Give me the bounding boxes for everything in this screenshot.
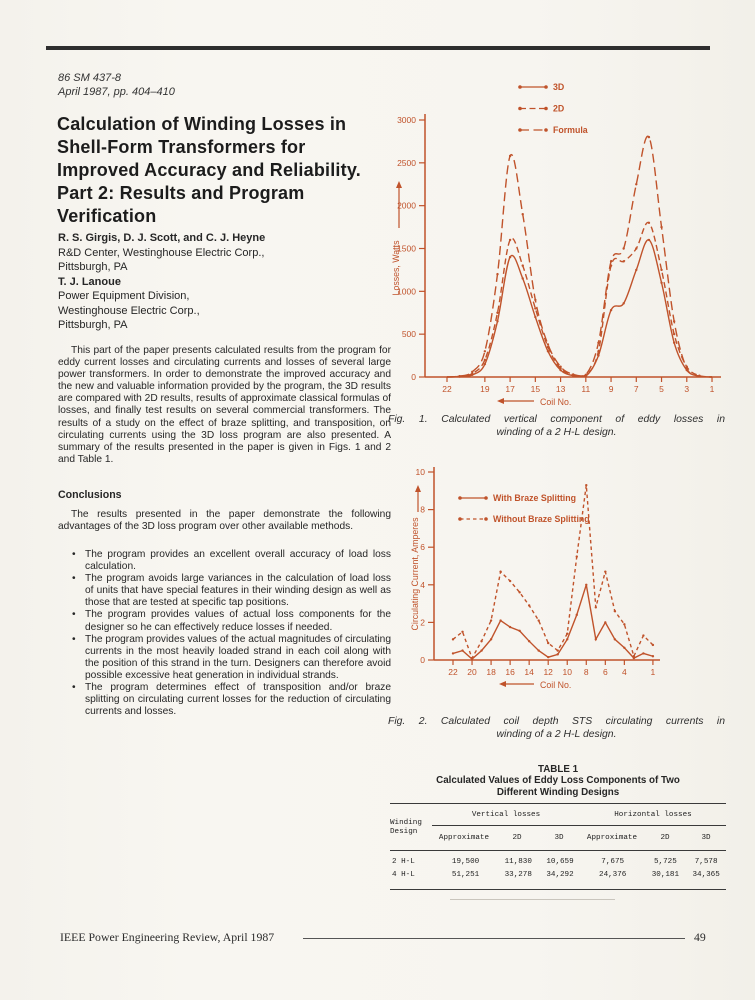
svg-text:6: 6 bbox=[602, 667, 608, 677]
svg-text:2000: 2000 bbox=[397, 200, 416, 211]
svg-text:4: 4 bbox=[621, 667, 627, 677]
svg-text:7: 7 bbox=[633, 384, 639, 394]
table-header bbox=[390, 803, 726, 850]
group-header-vertical: Vertical losses bbox=[471, 811, 541, 819]
cell: 30,181 bbox=[651, 871, 680, 879]
svg-text:13: 13 bbox=[555, 384, 566, 394]
col-header: 3D bbox=[554, 834, 564, 842]
svg-text:3: 3 bbox=[684, 384, 690, 394]
paper-title bbox=[57, 113, 402, 228]
fig2-caption-line1: Fig. 2. Calculated coil depth STS circulating currents in bbox=[388, 716, 725, 727]
title-line: Improved Accuracy and Reliability. bbox=[57, 160, 361, 180]
row-design: 4 H-L bbox=[392, 871, 415, 879]
row-design: 2 H-L bbox=[392, 858, 415, 866]
bullet-item: • The program provides values of actual loss components for the designer so he can effectively reduce losses if needed. bbox=[72, 609, 391, 633]
svg-text:19: 19 bbox=[480, 384, 490, 394]
svg-text:10: 10 bbox=[415, 467, 425, 477]
bullet-item: • The program provides an excellent overall accuracy of load loss calculation. bbox=[72, 549, 391, 573]
footer-page-number: 49 bbox=[694, 930, 706, 944]
title-line: Calculation of Winding Losses in bbox=[57, 114, 347, 134]
cell: 24,376 bbox=[599, 871, 627, 879]
issue-header bbox=[58, 72, 398, 99]
col-header: Approximate bbox=[586, 834, 638, 842]
cell: 34,365 bbox=[692, 871, 720, 879]
svg-text:22: 22 bbox=[448, 667, 458, 677]
issue-number: 86 SM 437-8 bbox=[58, 72, 121, 84]
svg-text:With Braze Splitting: With Braze Splitting bbox=[493, 493, 576, 503]
author-names: T. J. Lanoue bbox=[58, 275, 121, 288]
author-affiliation: R&D Center, Westinghouse Electric Corp., bbox=[58, 246, 265, 259]
cell: 10,659 bbox=[546, 858, 574, 866]
fig1-caption bbox=[388, 414, 725, 439]
top-rule bbox=[46, 46, 710, 50]
svg-text:2: 2 bbox=[420, 617, 425, 628]
svg-text:15: 15 bbox=[530, 384, 541, 394]
divider-line bbox=[450, 899, 615, 900]
conclusions-heading: Conclusions bbox=[58, 489, 122, 501]
svg-text:17: 17 bbox=[505, 384, 515, 394]
cell: 7,675 bbox=[601, 858, 625, 866]
footer-journal: IEEE Power Engineering Review, April 1987 bbox=[60, 930, 275, 944]
svg-text:Losses, Watts: Losses, Watts bbox=[391, 240, 401, 296]
spanner-rule bbox=[432, 825, 726, 826]
table-row bbox=[390, 856, 726, 869]
svg-text:2D: 2D bbox=[553, 103, 565, 114]
fig1-caption-line2: winding of a 2 H-L design. bbox=[496, 426, 617, 438]
svg-text:6: 6 bbox=[420, 542, 425, 553]
cell: 33,278 bbox=[504, 871, 532, 879]
conclusions-intro: The results presented in the paper demonstrate the following advantages of the 3D loss program over other available methods. bbox=[58, 509, 391, 533]
col-header: 3D bbox=[701, 834, 711, 842]
author-names: R. S. Girgis, D. J. Scott, and C. J. Heyne bbox=[58, 232, 266, 244]
svg-text:1000: 1000 bbox=[397, 286, 416, 297]
abstract-paragraph: This part of the paper presents calculated results from the program for eddy current losses and circulating currents and losses of several large power transformers. In order to demonstrate the improved accuracy and the new and valuable information provided by the program, the 3D results are compared with 2D results, results of approximate classical formulas of losses, and finally test results on several commercial transformers. The results of a study on the effect of braze splitting, and transposition, on circulating currents using the 3D loss program are also presented. A summary of the results presented in the paper is given in Figs. 1 and 2 and Table 1. bbox=[58, 345, 391, 465]
svg-text:18: 18 bbox=[486, 667, 496, 677]
bullet-item: • The program avoids large variances in the calculation of load loss of units that have special features in their winding design as well as those that are tested at specific tap positions. bbox=[72, 573, 391, 609]
svg-text:0: 0 bbox=[411, 372, 416, 382]
cell: 34,292 bbox=[546, 871, 574, 879]
svg-text:8: 8 bbox=[583, 667, 589, 677]
group-header-horizontal: Horizontal losses bbox=[614, 811, 692, 819]
col-header: 2D bbox=[660, 834, 670, 842]
svg-text:20: 20 bbox=[467, 667, 477, 677]
table-body bbox=[390, 850, 726, 890]
svg-text:9: 9 bbox=[608, 384, 614, 394]
author-affiliation: Pittsburgh, PA bbox=[58, 261, 128, 273]
svg-text:8: 8 bbox=[420, 504, 425, 515]
svg-text:1: 1 bbox=[650, 667, 656, 677]
table-subtitle-line1: Calculated Values of Eddy Loss Components of Two bbox=[436, 775, 680, 786]
cell: 5,725 bbox=[653, 858, 677, 866]
table-1 bbox=[390, 764, 726, 890]
title-line: Part 2: Results and Program bbox=[57, 183, 305, 203]
svg-text:3D: 3D bbox=[553, 82, 565, 92]
svg-text:5: 5 bbox=[659, 384, 664, 394]
cell: 51,251 bbox=[451, 871, 480, 879]
svg-text:3000: 3000 bbox=[397, 115, 416, 125]
svg-text:Formula: Formula bbox=[553, 125, 588, 135]
bullet-item: • The program determines effect of transposition and/or braze splitting on circulating current losses for the reduction of circulating currents and losses. bbox=[72, 682, 391, 718]
table-stub-header: Winding Design bbox=[390, 819, 422, 836]
svg-text:1: 1 bbox=[709, 384, 715, 394]
col-header: 2D bbox=[512, 834, 522, 842]
fig1-caption-line1: Fig. 1. Calculated vertical component of eddy losses in bbox=[388, 414, 725, 425]
author-affiliation: Power Equipment Division, bbox=[58, 290, 190, 302]
author-affiliation: Pittsburgh, PA bbox=[58, 319, 128, 331]
footer-rule bbox=[303, 938, 685, 939]
fig2-circulating-currents-chart bbox=[388, 462, 725, 702]
fig2-caption-line2: winding of a 2 H-L design. bbox=[496, 728, 617, 740]
svg-text:10: 10 bbox=[562, 667, 572, 677]
svg-text:0: 0 bbox=[420, 655, 425, 665]
author-affiliation: Westinghouse Electric Corp., bbox=[58, 304, 200, 317]
cell: 11,830 bbox=[504, 858, 532, 866]
title-line: Verification bbox=[57, 206, 157, 226]
table-title: TABLE 1 bbox=[537, 764, 579, 775]
svg-text:22: 22 bbox=[442, 384, 452, 394]
table-subtitle-line2: Different Winding Designs bbox=[496, 786, 620, 798]
svg-text:500: 500 bbox=[401, 329, 416, 340]
fig2-caption bbox=[388, 716, 725, 741]
svg-text:14: 14 bbox=[524, 667, 534, 677]
svg-text:11: 11 bbox=[581, 384, 591, 394]
col-header: Approximate bbox=[438, 834, 490, 842]
cell: 19,500 bbox=[451, 858, 480, 866]
cell: 7,578 bbox=[694, 858, 718, 866]
svg-text:Coil No.: Coil No. bbox=[540, 397, 572, 407]
issue-date-pages: April 1987, pp. 404–410 bbox=[58, 85, 175, 98]
svg-text:16: 16 bbox=[505, 667, 515, 677]
svg-text:2500: 2500 bbox=[397, 157, 416, 168]
svg-text:Circulating Current, Amperes: Circulating Current, Amperes bbox=[410, 517, 420, 631]
svg-text:Without Braze Splitting: Without Braze Splitting bbox=[493, 514, 590, 524]
title-line: Shell-Form Transformers for bbox=[57, 137, 306, 157]
svg-text:12: 12 bbox=[543, 667, 553, 677]
svg-text:4: 4 bbox=[420, 579, 425, 590]
conclusions-bullet-list bbox=[72, 549, 391, 718]
bullet-item: • The program provides values of the actual magnitudes of circulating currents in the most heavily loaded strand in each coil along with the position of this strand in the turn. Designers can therefore avoid possible excessive heat generation in individual strands. bbox=[72, 634, 391, 682]
author-block bbox=[58, 231, 398, 333]
svg-text:1500: 1500 bbox=[397, 243, 416, 254]
svg-text:Coil No.: Coil No. bbox=[540, 680, 572, 690]
table-row bbox=[390, 869, 726, 882]
fig1-eddy-losses-chart bbox=[388, 76, 725, 412]
